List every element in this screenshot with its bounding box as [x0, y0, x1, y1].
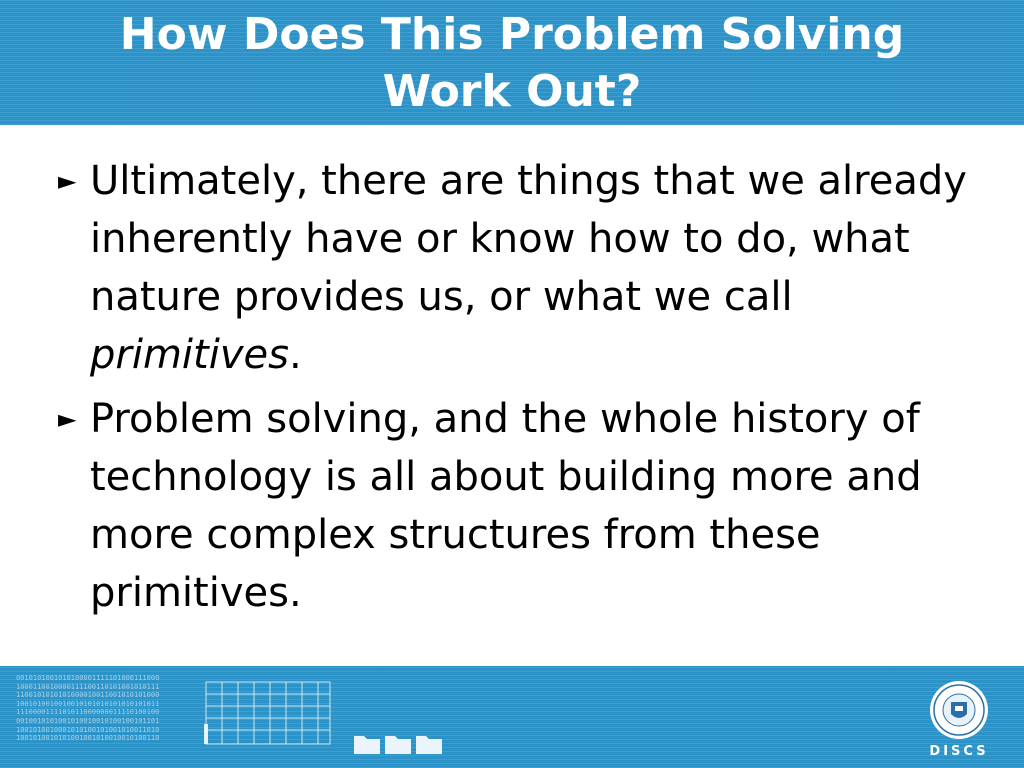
triangle-right-icon: ► [58, 167, 77, 195]
bullet-text-end: . [288, 332, 302, 378]
slide-title-line-2: Work Out? [382, 65, 642, 117]
logo-label: DISCS [929, 744, 989, 759]
university-seal-icon [918, 676, 1000, 742]
footer-bar [0, 666, 1024, 768]
bullet-text: Ultimately, there are things that we already inherently have or know how to do, what nature provides us, or what we call [90, 158, 967, 320]
bullet-list [58, 152, 988, 628]
binary-pattern-decoration: 0010101001010100001111101000111000 1000110010000111100110101001010111 1100101010101000010011001010101000 1001010010010010101010101010101011 1110000111101011000000011110100100 0010010101001010010010100100101101 1001010010001010100101001010011010 1001010010101001001010010010100110 [16, 674, 160, 743]
bullet-item-problem-solving [58, 390, 988, 622]
logo [918, 676, 1000, 768]
slide-title-line-1: How Does This Problem Solving [119, 8, 905, 60]
bullet-text: Problem solving, and the whole history of technology is all about building more and more complex structures from these primitives. [90, 396, 922, 616]
slide-title [80, 6, 944, 120]
title-bar [0, 0, 1024, 125]
triangle-right-icon: ► [58, 405, 77, 433]
bullet-emphasis: primitives [90, 332, 289, 378]
bullet-item-primitives [58, 152, 988, 384]
grid-chart-decoration [204, 680, 334, 750]
folder-icons-decoration [354, 732, 444, 754]
